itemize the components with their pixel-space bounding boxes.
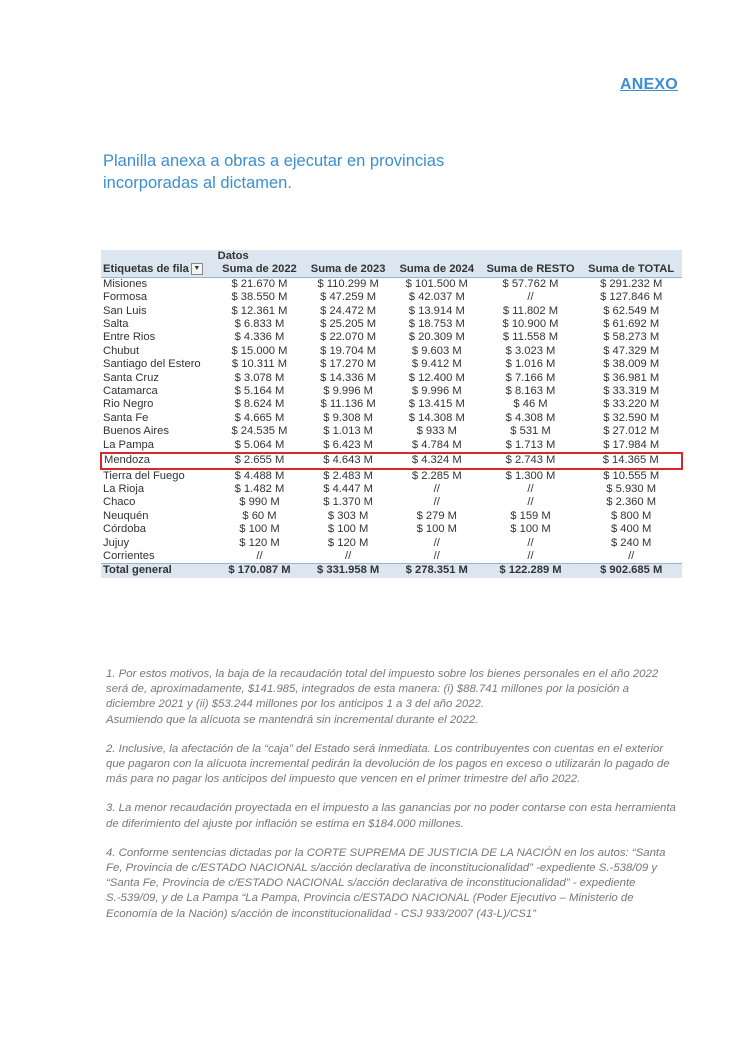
value-cell: $ 1.482 M [234, 482, 285, 495]
table-row [101, 358, 682, 371]
table-row [101, 439, 682, 453]
value-cell: $ 240 M [610, 536, 652, 549]
value-cell: $ 11.136 M [320, 398, 376, 411]
value-cell: $ 100 M [239, 523, 280, 536]
value-cell: $ 38.550 M [231, 291, 288, 304]
value-cell: $ 61.692 M [603, 318, 660, 331]
row-label: San Luis [103, 304, 147, 317]
value-cell: $ 10.900 M [502, 318, 559, 331]
value-cell: $ 13.415 M [408, 398, 465, 411]
footnote-4: 4. Conforme sentencias dictadas por la CORTE SUPREMA DE JUSTICIA DE LA NACIÓN en los autos: “Santa Fe, Provincia de c/ESTADO NACIONAL s/acción declarativa de inconstitucionalidad” -expediente S.-538/09 y “Santa Fe, Provincia de c/ESTADO NACIONAL s/acción declarativa de inconstitucionalidad” - expediente S.-539/09, y de La Pampa “La Pampa, Provincia c/ESTADO NACIONAL (Poder Ejecutivo – Ministerio de Economía de la Nación) s/acción de inconstitucionalidad - CSJ 933/2007 (43-L)/CS1” [106, 846, 666, 920]
value-cell: $ 4.643 M [303, 453, 393, 468]
pivot-table [100, 250, 683, 578]
row-label: Santiago del Estero [103, 358, 201, 371]
value-cell: $ 1.713 M [505, 438, 556, 451]
row-label: Córdoba [103, 523, 146, 536]
value-cell: $ 1.370 M [323, 496, 373, 509]
row-label: La Rioja [103, 482, 145, 495]
table-row [101, 483, 682, 496]
header-cell: Suma de RESTO [481, 263, 581, 277]
value-cell: $ 2.285 M [411, 469, 462, 482]
row-label: Neuquén [103, 509, 149, 522]
value-cell: $ 4.665 M [234, 411, 285, 424]
row-label: Misiones [103, 277, 148, 290]
table-row [101, 345, 682, 358]
value-cell: $ 5.064 M [234, 438, 285, 451]
table-row [101, 425, 682, 438]
footnote-1: 1. Por estos motivos, la baja de la recaudación total del impuesto sobre los bienes personales en el año 2022 será de, aproximadamente, $141.985, integrados de esta manera: (i) $88.741 millones por la posición a diciembre 2021 y (ii) $53.244 millones por los anticipos 1 a 3 del año 2022. [106, 668, 659, 711]
row-label: Salta [103, 318, 129, 331]
value-cell: $ 14.365 M [580, 453, 682, 468]
value-cell: $ 6.833 M [234, 318, 285, 331]
value-cell: $ 47.329 M [603, 344, 660, 357]
pivot-table-container [100, 250, 683, 578]
header-cell: Suma de 2023 [303, 263, 393, 277]
value-cell: $ 5.164 M [234, 385, 285, 398]
value-cell: $ 400 M [610, 523, 652, 536]
value-cell: $ 8.163 M [505, 385, 556, 398]
anexo-heading: ANEXO [620, 76, 678, 93]
value-cell: $ 62.549 M [603, 304, 660, 317]
value-cell: $ 4.488 M [234, 469, 285, 482]
total-label: Total general [101, 564, 216, 578]
value-cell: $ 9.996 M [411, 385, 462, 398]
value-cell: // [345, 549, 352, 562]
value-cell: $ 120 M [327, 536, 369, 549]
row-label: Jujuy [103, 536, 130, 549]
total-cell: $ 170.087 M [216, 564, 304, 578]
row-label: Rio Negro [103, 398, 154, 411]
header-cell: Suma de TOTAL [580, 263, 682, 277]
value-cell: $ 17.270 M [320, 358, 377, 371]
value-cell: $ 1.016 M [505, 358, 556, 371]
value-cell: $ 46 M [513, 398, 548, 411]
value-cell: $ 4.324 M [393, 453, 481, 468]
value-cell: // [433, 549, 440, 562]
total-cell: $ 278.351 M [393, 564, 481, 578]
value-cell: $ 127.846 M [600, 291, 663, 304]
value-cell: $ 19.704 M [320, 344, 377, 357]
value-cell: // [527, 496, 534, 509]
value-cell: $ 58.273 M [603, 331, 660, 344]
value-cell: $ 100 M [416, 523, 457, 536]
table-total-row [101, 564, 682, 578]
row-label: Tierra del Fuego [103, 469, 185, 482]
total-cell: $ 122.289 M [481, 564, 581, 578]
value-cell: $ 531 M [510, 425, 551, 438]
value-cell: $ 36.981 M [603, 371, 660, 384]
row-label: Chaco [103, 496, 136, 509]
table-row [101, 510, 682, 523]
value-cell: $ 18.753 M [408, 318, 465, 331]
value-cell: $ 32.590 M [603, 411, 660, 424]
value-cell: $ 9.603 M [411, 344, 462, 357]
table-row [101, 550, 682, 564]
footnote-3: 3. La menor recaudación proyectada en el impuesto a las ganancias por no poder contarse con esta herramienta de diferimiento del ajuste por inflación se estima en $184.000 millones. [106, 802, 676, 830]
value-cell: // [527, 482, 534, 495]
value-cell: $ 33.319 M [603, 385, 660, 398]
value-cell: $ 25.205 M [320, 318, 377, 331]
datos-label: Datos [216, 250, 304, 263]
value-cell: $ 3.078 M [234, 371, 285, 384]
value-cell: $ 303 M [327, 509, 369, 522]
row-label: La Pampa [103, 438, 154, 451]
value-cell: $ 11.558 M [502, 331, 559, 344]
value-cell: $ 279 M [416, 509, 457, 522]
table-row [101, 305, 682, 318]
row-label: Corrientes [103, 549, 155, 562]
value-cell: $ 22.070 M [320, 331, 377, 344]
table-row [101, 537, 682, 550]
value-cell: $ 2.483 M [323, 469, 373, 482]
value-cell: $ 14.308 M [408, 411, 465, 424]
value-cell: $ 9.308 M [323, 411, 373, 424]
value-cell: $ 6.423 M [323, 438, 373, 451]
value-cell: $ 21.670 M [231, 277, 288, 290]
value-cell: $ 100 M [510, 523, 551, 536]
value-cell: $ 17.984 M [603, 438, 660, 451]
row-label: Santa Cruz [103, 371, 159, 384]
table-row [101, 398, 682, 411]
table-row [101, 496, 682, 509]
header-cell: Suma de 2022 [216, 263, 304, 277]
value-cell: // [527, 536, 534, 549]
table-datos-row [101, 250, 682, 263]
value-cell: $ 990 M [239, 496, 280, 509]
value-cell: $ 1.300 M [505, 469, 556, 482]
value-cell: $ 2.655 M [216, 453, 304, 468]
value-cell: $ 14.336 M [320, 371, 377, 384]
value-cell: $ 20.309 M [408, 331, 465, 344]
value-cell: // [256, 549, 263, 562]
row-label: Formosa [103, 291, 148, 304]
value-cell: $ 159 M [510, 509, 551, 522]
table-row [101, 318, 682, 331]
table-row [101, 291, 682, 304]
table-row [101, 277, 682, 291]
table-row-highlighted [101, 453, 682, 468]
value-cell: $ 3.023 M [505, 344, 556, 357]
value-cell: // [433, 482, 440, 495]
value-cell: $ 4.784 M [411, 438, 462, 451]
value-cell: $ 57.762 M [502, 277, 559, 290]
value-cell: $ 12.400 M [408, 371, 465, 384]
table-row [101, 412, 682, 425]
value-cell: $ 47.259 M [320, 291, 377, 304]
value-cell: // [433, 496, 440, 509]
value-cell: $ 4.447 M [323, 482, 373, 495]
row-label: Santa Fe [103, 411, 149, 424]
header-cell: Suma de 2024 [393, 263, 481, 277]
value-cell: $ 42.037 M [408, 291, 465, 304]
value-cell: $ 9.412 M [411, 358, 462, 371]
value-cell: $ 100 M [327, 523, 369, 536]
table-row [101, 469, 682, 483]
row-label: Chubut [103, 344, 140, 357]
footnote-1-addendum: Asumiendo que la alícuota se mantendrá sin incremental durante el 2022. [106, 713, 479, 726]
value-cell: $ 10.311 M [231, 358, 288, 371]
value-cell: // [433, 536, 440, 549]
footnote-2: 2. Inclusive, la afectación de la “caja” del Estado será inmediata. Los contribuyentes con cuentas en el exterior que pagaron con la alícuota incremental pedirán la devolución de los pagos en exceso o utilizarán lo pagado de más para no pagar los anticipos del impuesto que vencen en el primer trimestre del año 2022. [106, 742, 670, 786]
value-cell: $ 120 M [239, 536, 280, 549]
value-cell: $ 2.360 M [606, 496, 657, 509]
value-cell: $ 4.308 M [505, 411, 556, 424]
table-header-row [101, 263, 682, 277]
value-cell: $ 1.013 M [323, 425, 373, 438]
table-row [101, 523, 682, 536]
table-row [101, 385, 682, 398]
header-row-labels[interactable] [101, 263, 216, 277]
value-cell: $ 38.009 M [603, 358, 660, 371]
value-cell: $ 933 M [416, 425, 457, 438]
row-label: Entre Rios [103, 331, 156, 344]
value-cell: $ 101.500 M [405, 277, 468, 290]
table-row [101, 331, 682, 344]
value-cell: $ 24.535 M [231, 425, 288, 438]
value-cell: // [527, 549, 534, 562]
value-cell: $ 800 M [610, 509, 652, 522]
value-cell: $ 60 M [242, 509, 277, 522]
value-cell: $ 8.624 M [234, 398, 285, 411]
value-cell: $ 10.555 M [603, 469, 660, 482]
value-cell: $ 2.743 M [481, 453, 581, 468]
value-cell: $ 291.232 M [600, 277, 663, 290]
total-cell: $ 902.685 M [580, 564, 682, 578]
table-row [101, 372, 682, 385]
value-cell: $ 15.000 M [231, 344, 288, 357]
value-cell: $ 33.220 M [603, 398, 660, 411]
value-cell: $ 13.914 M [408, 304, 465, 317]
page-title: Planilla anexa a obras a ejecutar en provincias incorporadas al dictamen. [103, 152, 445, 192]
value-cell: $ 7.166 M [505, 371, 556, 384]
value-cell: $ 110.299 M [317, 277, 379, 290]
row-label: Catamarca [103, 385, 158, 398]
header-cell: Etiquetas de fila [103, 263, 189, 276]
row-label: Mendoza [101, 453, 216, 468]
value-cell: $ 4.336 M [234, 331, 285, 344]
row-label: Buenos Aires [103, 425, 169, 438]
value-cell: $ 11.802 M [502, 304, 559, 317]
total-cell: $ 331.958 M [303, 564, 393, 578]
value-cell: $ 27.012 M [603, 425, 660, 438]
filter-icon[interactable]: ▼ [191, 263, 203, 275]
value-cell: $ 24.472 M [320, 304, 377, 317]
value-cell: // [628, 549, 635, 562]
footnotes [106, 667, 676, 936]
value-cell: $ 5.930 M [606, 482, 657, 495]
value-cell: $ 9.996 M [323, 385, 373, 398]
value-cell: $ 12.361 M [231, 304, 288, 317]
value-cell: // [527, 291, 534, 304]
